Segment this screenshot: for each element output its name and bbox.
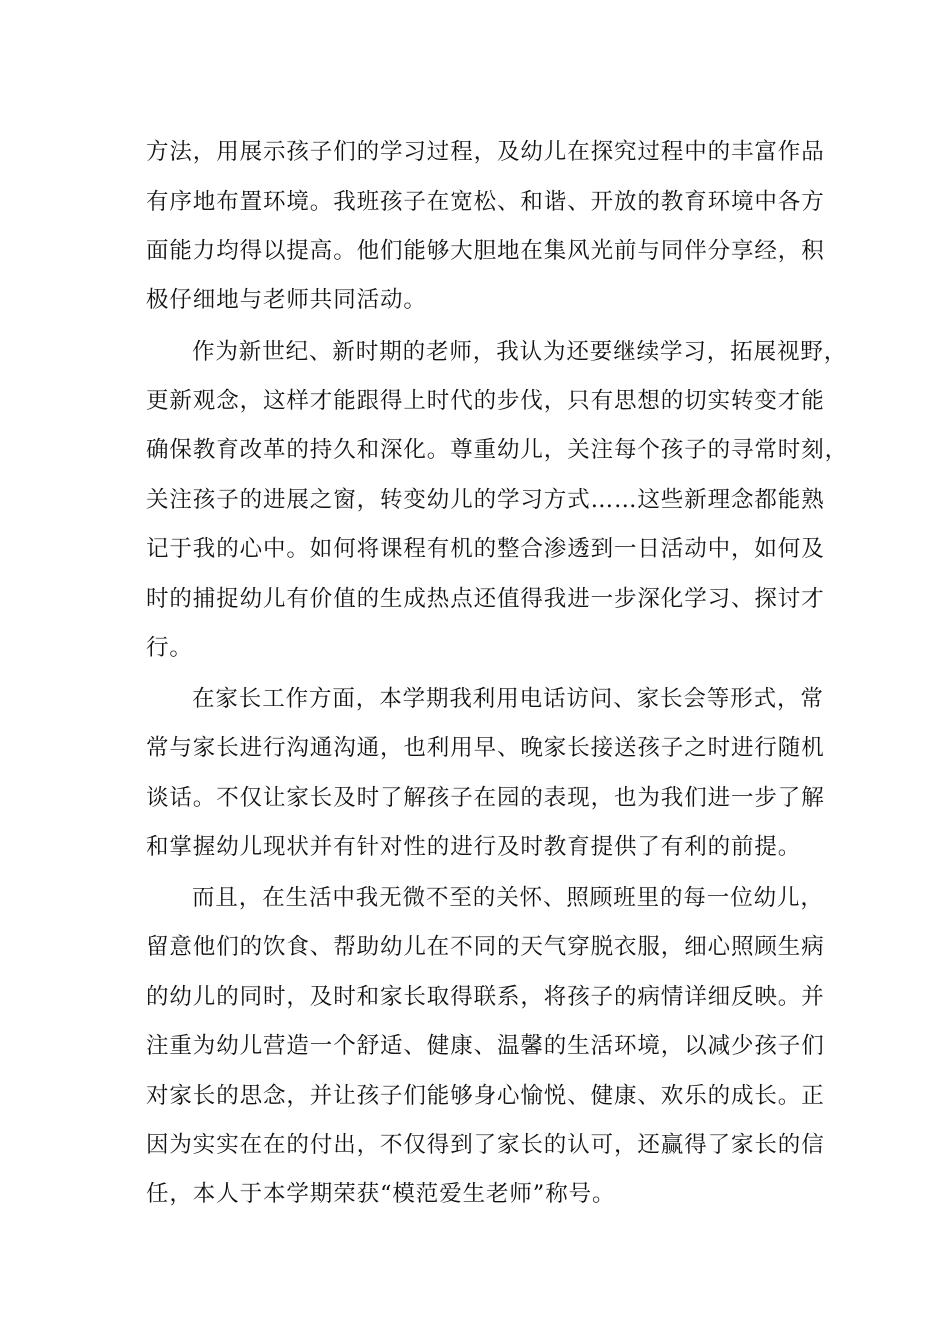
text-line: 方法，用展示孩子们的学习过程，及幼儿在探究过程中的丰富作品	[146, 139, 825, 165]
text-line: 对家长的思念，并让孩子们能够身心愉悦、健康、欢乐的成长。正	[146, 1083, 825, 1109]
text-line: 极仔细地与老师共同活动。	[146, 287, 427, 313]
paragraph-first-line: 在家长工作方面，本学期我利用电话访问、家长会等形式，常	[192, 686, 824, 712]
text-line: 的幼儿的同时，及时和家长取得联系，将孩子的病情详细反映。并	[146, 984, 825, 1010]
text-line: 留意他们的饮食、帮助幼儿在不同的天气穿脱衣服，细心照顾生病	[146, 934, 825, 960]
text-line: 谈话。不仅让家长及时了解孩子在园的表现，也为我们进一步了解	[146, 785, 825, 811]
text-line: 确保教育改革的持久和深化。尊重幼儿，关注每个孩子的寻常时刻，	[146, 437, 849, 463]
paragraph-first-line: 而且，在生活中我无微不至的关怀、照顾班里的每一位幼儿，	[192, 885, 824, 911]
text-line: 任，本人于本学期荣获“模范爱生老师”称号。	[146, 1181, 616, 1207]
paragraph-first-line: 作为新世纪、新时期的老师，我认为还要继续学习，拓展视野，	[192, 339, 848, 365]
text-line: 行。	[146, 635, 193, 661]
text-line: 和掌握幼儿现状并有针对性的进行及时教育提供了有利的前提。	[146, 834, 802, 860]
text-line: 记于我的心中。如何将课程有机的整合渗透到一日活动中，如何及	[146, 536, 825, 562]
text-line: 关注孩子的进展之窗，转变幼儿的学习方式……这些新理念都能熟	[146, 487, 825, 513]
text-line: 更新观念，这样才能跟得上时代的步伐，只有思想的切实转变才能	[146, 388, 825, 414]
text-line: 因为实实在在的付出，不仅得到了家长的认可，还赢得了家长的信	[146, 1132, 825, 1158]
text-line: 面能力均得以提高。他们能够大胆地在集风光前与同伴分享经，积	[146, 238, 825, 264]
text-line: 有序地布置环境。我班孩子在宽松、和谐、开放的教育环境中各方	[146, 189, 825, 215]
text-line: 常与家长进行沟通沟通，也利用早、晚家长接送孩子之时进行随机	[146, 735, 825, 761]
text-line: 时的捕捉幼儿有价值的生成热点还值得我进一步深化学习、探讨才	[146, 586, 825, 612]
text-line: 注重为幼儿营造一个舒适、健康、温馨的生活环境，以减少孩子们	[146, 1033, 825, 1059]
